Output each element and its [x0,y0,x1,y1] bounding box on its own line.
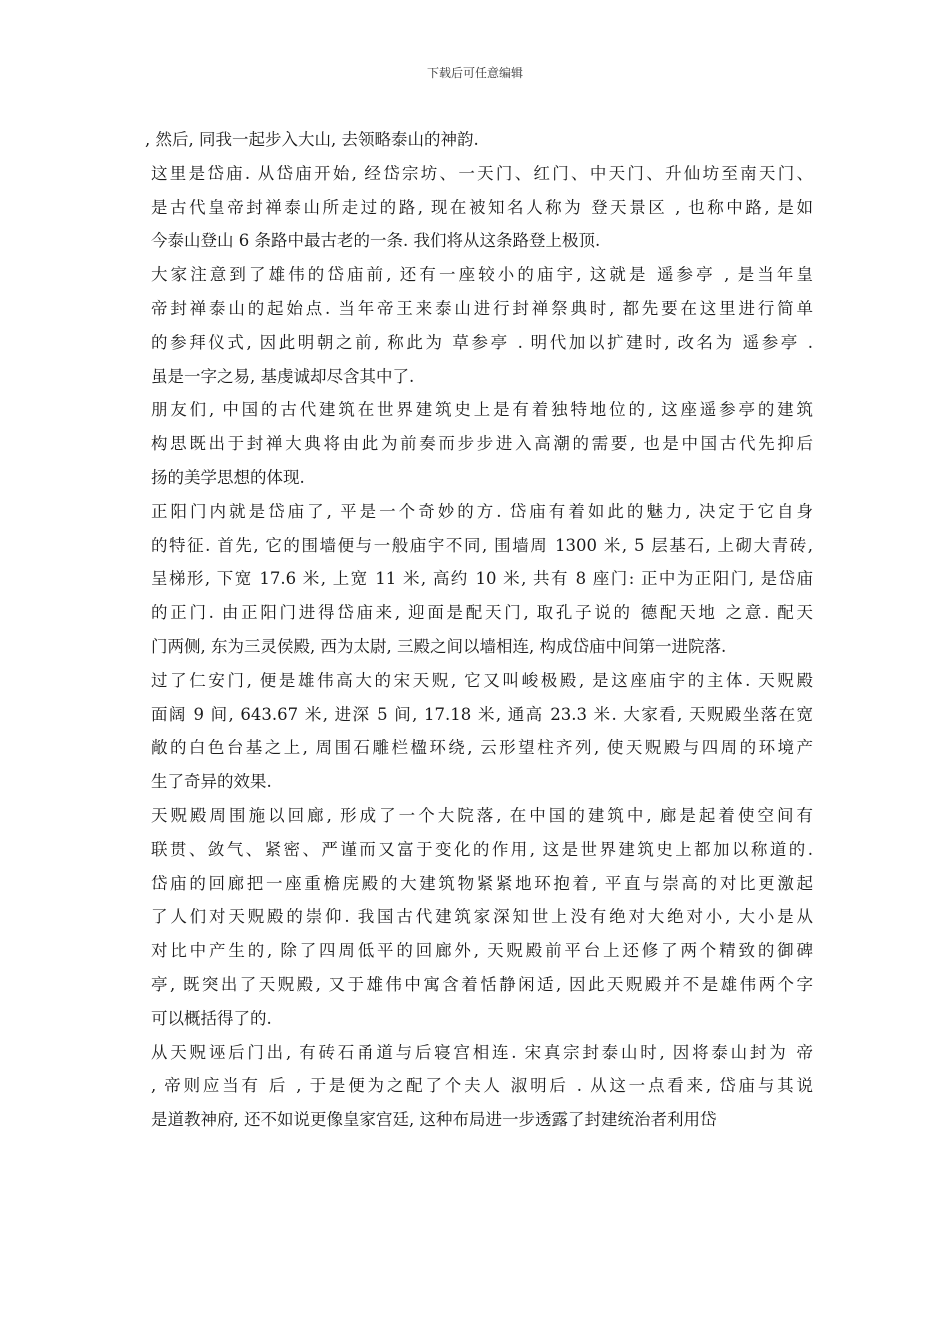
text-line: 对比中产生的, 除了四周低平的回廊外, 天贶殿前平台上还修了两个精致的御碑 [151,941,813,961]
paragraph [145,393,813,494]
text-line: 可以概括得了的. [151,1008,272,1028]
text-line: 亭, 既突出了天贶殿, 又于雄伟中寓含着恬静闲适, 因此天贶殿并不是雄伟两个字 [151,974,813,994]
text-line: 虽是一字之易, 基虔诚却尽含其中了. [151,366,415,386]
paragraph [145,258,813,393]
text-line: 联贯、敛气、紧密、严谨而又富于变化的作用, 这是世界建筑史上都加以称道的. [151,839,813,859]
paragraph [145,799,813,1036]
paragraph [145,495,813,664]
text-line: 这里是岱庙. 从岱庙开始, 经岱宗坊、一天门、红门、中天门、升仙坊至南天门、 [151,163,813,183]
text-line: 帝封禅泰山的起始点. 当年帝王来泰山进行封禅祭典时, 都先要在这里进行简单 [151,298,813,318]
text-line: , 然后, 同我一起步入大山, 去领略泰山的神韵. [145,130,479,149]
text-line: 的参拜仪式, 因此明朝之前, 称此为 草参亭 . 明代加以扩建时, 改名为 遥参亭 . [151,332,813,352]
paragraph [145,157,813,258]
text-line: 面阔 9 间, 643.67 米, 进深 5 间, 17.18 米, 通高 23.3 米. 大家看, 天贶殿坐落在宽 [151,704,813,724]
text-line: 是道教神府, 还不如说更像皇家宫廷, 这种布局进一步透露了封建统治者利用岱 [151,1110,717,1130]
text-line: 朋友们, 中国的古代建筑在世界建筑史上是有着独特地位的, 这座遥参亭的建筑 [151,400,813,420]
document-body [145,123,813,1137]
paragraph [145,1036,813,1137]
paragraph [145,664,813,799]
text-line: 生了奇异的效果. [151,772,272,792]
text-line: 扬的美学思想的体现. [151,467,305,487]
text-line: 是古代皇帝封禅泰山所走过的路, 现在被知名人称为 登天景区 , 也称中路, 是如 [151,197,813,217]
text-line: 过了仁安门, 便是雄伟高大的宋天贶, 它又叫峻极殿, 是这座庙宇的主体. 天贶殿 [151,670,813,690]
text-line: 的特征. 首先, 它的围墙便与一般庙宇不同, 围墙周 1300 米, 5 层基石, 上砌大青砖, [151,535,813,555]
paragraph [145,123,813,157]
text-line: , 帝则应当有 后 , 于是便为之配了个夫人 淑明后 . 从这一点看来, 岱庙与其说 [151,1076,813,1096]
text-line: 正阳门内就是岱庙了, 平是一个奇妙的方. 岱庙有着如此的魅力, 决定于它自身 [151,501,813,521]
text-line: 岱庙的回廊把一座重檐庑殿的大建筑物紧紧地环抱着, 平直与崇高的对比更激起 [151,873,813,893]
text-line: 敞的白色台基之上, 周围石雕栏楹环绕, 云形望柱齐列, 使天贶殿与四周的环境产 [151,738,813,758]
text-line: 从天贶诬后门出, 有砖石甬道与后寝宫相连. 宋真宗封泰山时, 因将泰山封为 帝 [151,1042,813,1062]
text-line: 大家注意到了雄伟的岱庙前, 还有一座较小的庙宇, 这就是 遥参亭 , 是当年皇 [151,265,813,285]
text-line: 的正门. 由正阳门进得岱庙来, 迎面是配天门, 取孔子说的 德配天地 之意. 配天 [151,603,813,623]
text-line: 门两侧, 东为三灵侯殿, 西为太尉, 三殿之间以墙相连, 构成岱庙中间第一进院落. [151,636,727,656]
text-line: 天贶殿周围施以回廊, 形成了一个大院落, 在中国的建筑中, 廊是起着使空间有 [151,805,813,825]
text-line: 了人们对天贶殿的崇仰. 我国古代建筑家深知世上没有绝对大绝对小, 大小是从 [151,907,813,927]
page-header: 下载后可任意编辑 [426,66,523,80]
text-line: 呈梯形, 下宽 17.6 米, 上宽 11 米, 高约 10 米, 共有 8 座门: 正中为正阳门, 是岱庙 [151,569,813,589]
text-line: 今泰山登山 6 条路中最古老的一条. 我们将从这条路登上极顶. [151,231,601,251]
text-line: 构思既出于封禅大典将由此为前奏而步步进入高潮的需要, 也是中国古代先抑后 [151,434,813,454]
